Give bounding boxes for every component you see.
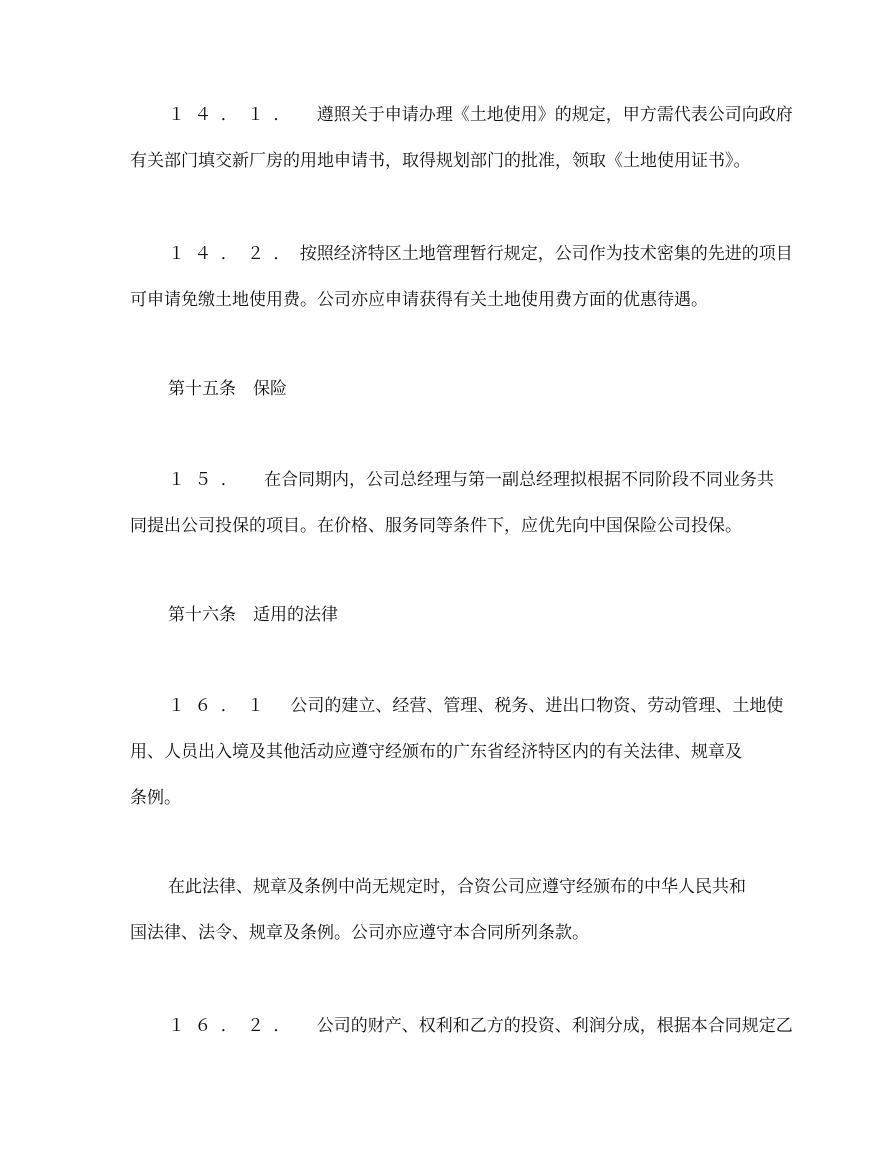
clause-text-line: 公司的财产、权利和乙方的投资、利润分成，根据本合同规定乙 bbox=[316, 1016, 793, 1036]
article-15-heading bbox=[168, 366, 287, 412]
article-label: 第十六条 bbox=[168, 605, 236, 625]
clause-16-1 bbox=[130, 683, 784, 821]
article-title: 保险 bbox=[253, 379, 287, 399]
clause-number: １６．２． bbox=[168, 1016, 300, 1036]
clause-text-line: 遵照关于申请办理《土地使用》的规定，甲方需代表公司向政府 bbox=[316, 105, 793, 125]
article-title: 适用的法律 bbox=[253, 605, 338, 625]
clause-text-line: 公司的建立、经营、管理、税务、进出口物资、劳动管理、土地使 bbox=[290, 696, 784, 716]
clause-16-2 bbox=[130, 1003, 793, 1049]
clause-number: １４．１． bbox=[168, 105, 300, 125]
clause-number: １６．１ bbox=[168, 696, 274, 716]
clause-text-line: 国法律、法令、规章及条例。公司亦应遵守本合同所列条款。 bbox=[130, 923, 589, 943]
clause-text-line: 按照经济特区土地管理暂行规定，公司作为技术密集的先进的项目 bbox=[299, 244, 793, 264]
clause-text-line: 用、人员出入境及其他活动应遵守经颁布的广东省经济特区内的有关法律、规章及 bbox=[130, 742, 742, 762]
clause-number: １５． bbox=[168, 470, 248, 490]
clause-text-line: 在此法律、规章及条例中尚无规定时，合资公司应遵守经颁布的中华人民共和 bbox=[168, 877, 746, 897]
clause-14-1 bbox=[130, 92, 793, 184]
article-label: 第十五条 bbox=[168, 379, 236, 399]
clause-15 bbox=[130, 457, 775, 549]
clause-text-line: 同提出公司投保的项目。在价格、服务同等条件下，应优先向中国保险公司投保。 bbox=[130, 516, 742, 536]
clause-text-line: 可申请免缴土地使用费。公司亦应申请获得有关土地使用费方面的优惠待遇。 bbox=[130, 290, 708, 310]
clause-number: １４．２． bbox=[168, 244, 300, 264]
clause-16-1-continued bbox=[130, 864, 770, 956]
clause-text-line: 有关部门填交新厂房的用地申请书，取得规划部门的批准，领取《土地使用证书》。 bbox=[130, 151, 751, 171]
clause-text-line: 在合同期内，公司总经理与第一副总经理拟根据不同阶段不同业务共 bbox=[264, 470, 775, 490]
clause-14-2 bbox=[130, 231, 793, 323]
clause-text-line: 条例。 bbox=[130, 788, 181, 808]
article-16-heading bbox=[168, 592, 338, 638]
